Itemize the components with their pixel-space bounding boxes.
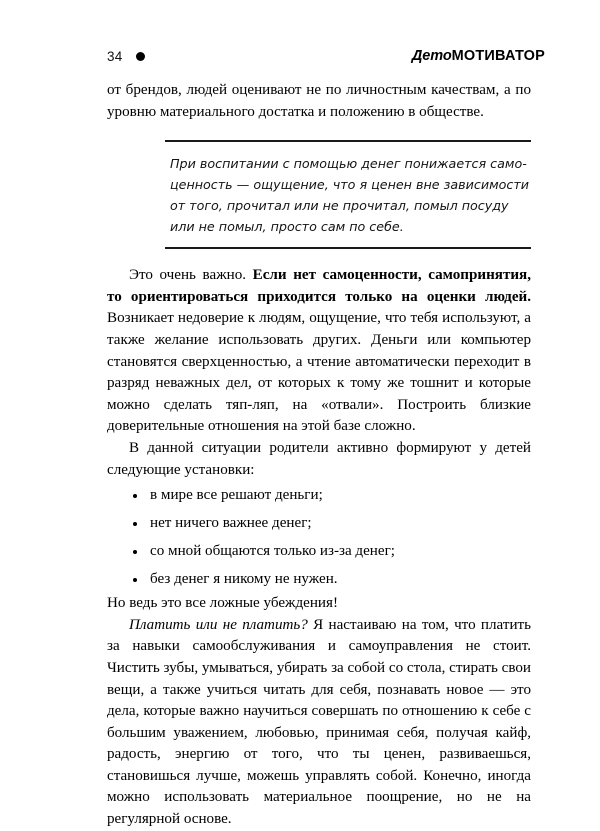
pull-quote: [165, 140, 531, 249]
book-title-suffix: МОТИВАТОР: [451, 48, 545, 64]
paragraph-body-text: Возникает недоверие к людям, ощущение, что тебя используют, а также желание использовать других. Деньги или компьютер становятся сверхценностью, а чтение автоматически переходит в разряд неважных дел, от которых к тому же тошнит и которые можно сделать тяп-ляп, на «отвали». Построить близкие доверительные отношения на этой базе сложно.: [107, 310, 531, 435]
book-title-prefix: Дето: [411, 48, 452, 64]
paragraph-lead-text: Это очень важно.: [129, 267, 253, 284]
paragraph-bold-emphasis: Если нет самоценности, самопринятия, то ориентироваться приходится только на оценки людей.: [107, 267, 531, 305]
paragraph-false-beliefs: Но ведь это все ложные убеждения!: [107, 595, 338, 612]
book-title: [412, 48, 545, 64]
list-item: со мной общаются только из-за денег;: [107, 537, 531, 565]
paragraph-continuation: от брендов, людей оценивают не по личностным качествам, а по уровню материального достатка и положению в обществе.: [107, 82, 531, 120]
page-content: [107, 80, 531, 831]
list-item: нет ничего важнее денег;: [107, 509, 531, 537]
running-header-left: [107, 49, 145, 64]
attitudes-list: [107, 481, 531, 593]
paragraph-italic-emphasis: Платить или не платить?: [129, 616, 308, 633]
pull-quote-text: При воспитании с помощью денег понижается само-ценность — ощущение, что я ценен вне зависимости от того, прочитал или не прочитал, помыл посуду или не помыл, просто сам по себе.: [170, 156, 530, 235]
bullet-dot-icon: [136, 52, 145, 61]
running-header: [107, 45, 545, 67]
paragraph-pay-or-not: [107, 615, 531, 831]
list-item: без денег я никому не нужен.: [107, 565, 531, 593]
spacer: [107, 249, 531, 265]
paragraph-importance: [107, 265, 531, 438]
list-item: в мире все решают деньги;: [107, 481, 531, 509]
paragraph-body-text: Я настаиваю на том, что платить за навыки самообслуживания и самоуправления не стоит. Чистить зубы, умываться, убирать за собой со стола, стирать свои вещи, а также учиться читать для себя, познавать новое — это дела, которые важно научиться совершать по отношению к себе с большим уважением, любовью, принимая себя, получая кайф, радость, энергию от того, что ты ценен, развиваешься, становишься лучше, можешь управлять собой. Конечно, иногда можно использовать материальное поощрение, но не на регулярной основе.: [107, 616, 532, 828]
paragraph-parent-attitudes: В данной ситуации родители активно формируют у детей следующие установки:: [107, 439, 531, 478]
page-number: 34: [107, 48, 123, 64]
